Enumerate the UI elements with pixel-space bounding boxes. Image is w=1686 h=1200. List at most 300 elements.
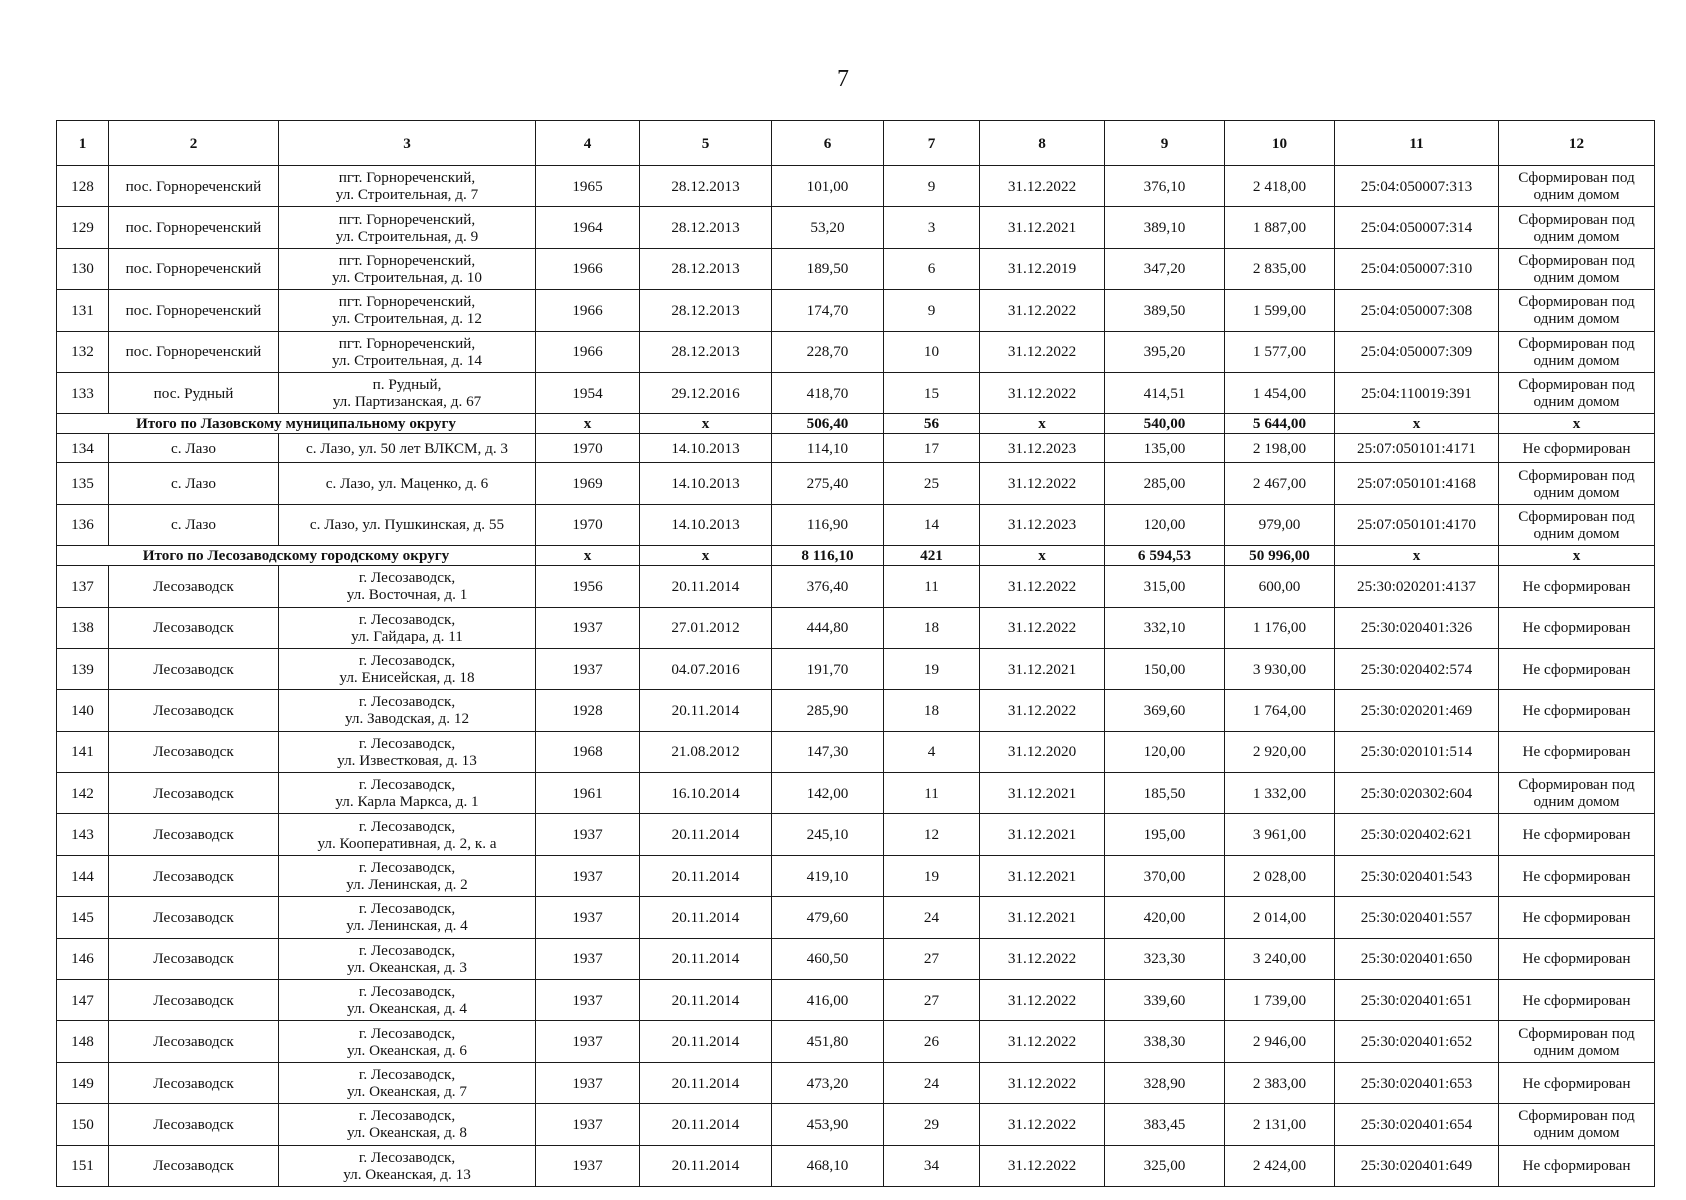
- table-cell: 1937: [536, 938, 640, 979]
- table-cell: 191,70: [772, 648, 884, 689]
- cell-line: г. Лесозаводск,: [358, 1107, 456, 1125]
- table-cell: 31.12.2022: [980, 980, 1105, 1021]
- table-cell: 31.12.2022: [980, 1021, 1105, 1062]
- table-cell: 1 739,00: [1225, 980, 1335, 1021]
- cell-line: одним домом: [1533, 1041, 1620, 1059]
- table-cell: 1 887,00: [1225, 207, 1335, 248]
- table-cell: 395,20: [1105, 331, 1225, 372]
- cell-line: ул. Строительная, д. 14: [331, 351, 482, 369]
- cell-line: ул. Партизанская, д. 67: [332, 393, 482, 411]
- table-cell: 131: [57, 290, 109, 331]
- cell-line: пгт. Горнореченский,: [338, 251, 476, 269]
- table-cell: 245,10: [772, 814, 884, 855]
- header-cell: 5: [640, 121, 772, 166]
- table-cell: 31.12.2020: [980, 731, 1105, 772]
- table-cell: 31.12.2022: [980, 1145, 1105, 1186]
- table-cell: 31.12.2022: [980, 566, 1105, 607]
- table-cell: 1970: [536, 504, 640, 545]
- table-cell: Лесозаводск: [109, 1104, 279, 1145]
- table-cell: [1499, 1104, 1655, 1145]
- table-cell: 389,10: [1105, 207, 1225, 248]
- table-cell: 27: [884, 938, 980, 979]
- table-cell: 20.11.2014: [640, 897, 772, 938]
- table-cell: 26: [884, 1021, 980, 1062]
- cell-line: Сформирован под: [1518, 466, 1635, 484]
- table-cell: 25:30:020402:574: [1335, 648, 1499, 689]
- table-cell: 600,00: [1225, 566, 1335, 607]
- table-cell: [1499, 607, 1655, 648]
- table-cell: 21.08.2012: [640, 731, 772, 772]
- table-cell: 285,90: [772, 690, 884, 731]
- table-cell: 1928: [536, 690, 640, 731]
- table-cell: 29.12.2016: [640, 372, 772, 413]
- table-cell: 132: [57, 331, 109, 372]
- cell-line: пгт. Горнореченский,: [338, 334, 476, 352]
- cell-line: ул. Океанская, д. 13: [343, 1165, 471, 1183]
- cell-line: г. Лесозаводск,: [358, 983, 456, 1001]
- table-cell: 31.12.2022: [980, 372, 1105, 413]
- table-cell: 25:30:020401:652: [1335, 1021, 1499, 1062]
- cell-line: одним домом: [1533, 310, 1620, 328]
- table-cell: 1937: [536, 648, 640, 689]
- table-cell: [1499, 938, 1655, 979]
- table-cell: 31.12.2022: [980, 1104, 1105, 1145]
- cell-line: Не сформирован: [1522, 826, 1631, 844]
- header-cell: 2: [109, 121, 279, 166]
- table-cell: с. Лазо: [109, 463, 279, 504]
- table-cell: 1937: [536, 814, 640, 855]
- table-cell: 25:30:020401:557: [1335, 897, 1499, 938]
- table-cell: 1968: [536, 731, 640, 772]
- table-cell: 56: [884, 414, 980, 434]
- table-cell: 14: [884, 504, 980, 545]
- table-cell: 1965: [536, 166, 640, 207]
- cell-line: Сформирован под: [1518, 210, 1635, 228]
- table-row: [57, 166, 1655, 207]
- table-cell: 135: [57, 463, 109, 504]
- cell-line: Не сформирован: [1522, 1074, 1631, 1092]
- cell-line: ул. Океанская, д. 6: [347, 1041, 467, 1059]
- table-cell: [279, 207, 536, 248]
- cell-line: пгт. Горнореченский,: [338, 210, 476, 228]
- table-cell: 31.12.2021: [980, 855, 1105, 896]
- table-cell: 129: [57, 207, 109, 248]
- cell-line: ул. Гайдара, д. 11: [351, 627, 463, 645]
- table-cell: 11: [884, 773, 980, 814]
- table-cell: 25:04:050007:313: [1335, 166, 1499, 207]
- cell-line: ул. Строительная, д. 12: [331, 310, 482, 328]
- table-cell: х: [1499, 414, 1655, 434]
- cell-line: Сформирован под: [1518, 293, 1635, 311]
- cell-line: ул. Океанская, д. 8: [347, 1124, 467, 1142]
- table-cell: 185,50: [1105, 773, 1225, 814]
- registry-table: [56, 120, 1655, 1187]
- table-cell: 141: [57, 731, 109, 772]
- table-cell: 31.12.2022: [980, 1062, 1105, 1103]
- table-cell: 2 028,00: [1225, 855, 1335, 896]
- table-cell: пос. Рудный: [109, 372, 279, 413]
- table-cell: [279, 897, 536, 938]
- cell-line: г. Лесозаводск,: [358, 734, 456, 752]
- table-row: [57, 434, 1655, 463]
- table-cell: 25:30:020302:604: [1335, 773, 1499, 814]
- table-cell: пос. Горнореченский: [109, 331, 279, 372]
- table-cell: 1966: [536, 290, 640, 331]
- table-cell: 1937: [536, 1104, 640, 1145]
- cell-line: г. Лесозаводск,: [358, 817, 456, 835]
- table-cell: [279, 855, 536, 896]
- table-cell: [1499, 372, 1655, 413]
- table-cell: 420,00: [1105, 897, 1225, 938]
- cell-line: г. Лесозаводск,: [358, 900, 456, 918]
- table-cell: 369,60: [1105, 690, 1225, 731]
- cell-line: одним домом: [1533, 268, 1620, 286]
- table-cell: 140: [57, 690, 109, 731]
- table-cell: 14.10.2013: [640, 434, 772, 463]
- table-cell: 414,51: [1105, 372, 1225, 413]
- table-cell: 1966: [536, 248, 640, 289]
- table-cell: 31.12.2022: [980, 331, 1105, 372]
- table-cell: [279, 980, 536, 1021]
- table-cell: 137: [57, 566, 109, 607]
- table-cell: х: [640, 546, 772, 566]
- table-row: [57, 648, 1655, 689]
- table-cell: 145: [57, 897, 109, 938]
- table-cell: [1499, 773, 1655, 814]
- table-row: [57, 855, 1655, 896]
- table-cell: 151: [57, 1145, 109, 1186]
- table-cell: 146: [57, 938, 109, 979]
- cell-line: Сформирован под: [1518, 1107, 1635, 1125]
- table-cell: [1499, 331, 1655, 372]
- table-cell: пос. Горнореченский: [109, 248, 279, 289]
- table-cell: Лесозаводск: [109, 690, 279, 731]
- table-cell: 15: [884, 372, 980, 413]
- table-row: [57, 1062, 1655, 1103]
- cell-line: ул. Океанская, д. 4: [347, 1000, 467, 1018]
- header-cell: 7: [884, 121, 980, 166]
- table-cell: Лесозаводск: [109, 855, 279, 896]
- table-row: [57, 248, 1655, 289]
- table-cell: [1499, 1062, 1655, 1103]
- table-row: [57, 980, 1655, 1021]
- table-row: [57, 463, 1655, 504]
- table-cell: 31.12.2021: [980, 648, 1105, 689]
- table-cell: 25:30:020401:543: [1335, 855, 1499, 896]
- cell-line: г. Лесозаводск,: [358, 1024, 456, 1042]
- cell-line: с. Лазо, ул. Маценко, д. 6: [325, 475, 489, 493]
- table-cell: 453,90: [772, 1104, 884, 1145]
- table-cell: 328,90: [1105, 1062, 1225, 1103]
- table-cell: 31.12.2022: [980, 290, 1105, 331]
- table-cell: 3 961,00: [1225, 814, 1335, 855]
- table-cell: 25:30:020201:4137: [1335, 566, 1499, 607]
- table-row: [57, 1145, 1655, 1186]
- table-row: [57, 607, 1655, 648]
- cell-line: одним домом: [1533, 186, 1620, 204]
- table-cell: 1961: [536, 773, 640, 814]
- table-cell: 150,00: [1105, 648, 1225, 689]
- table-cell: [279, 566, 536, 607]
- table-cell: 20.11.2014: [640, 566, 772, 607]
- table-cell: 1 176,00: [1225, 607, 1335, 648]
- table-cell: 28.12.2013: [640, 290, 772, 331]
- cell-line: Сформирован под: [1518, 376, 1635, 394]
- table-cell: 2 946,00: [1225, 1021, 1335, 1062]
- header-cell: 12: [1499, 121, 1655, 166]
- table-cell: 31.12.2021: [980, 773, 1105, 814]
- cell-line: г. Лесозаводск,: [358, 776, 456, 794]
- header-cell: 8: [980, 121, 1105, 166]
- table-cell: 24: [884, 897, 980, 938]
- table-cell: 18: [884, 607, 980, 648]
- table-cell: 25: [884, 463, 980, 504]
- table-cell: 479,60: [772, 897, 884, 938]
- cell-line: ул. Енисейская, д. 18: [339, 669, 475, 687]
- table-cell: 285,00: [1105, 463, 1225, 504]
- table-cell: 128: [57, 166, 109, 207]
- cell-line: пгт. Горнореченский,: [338, 169, 476, 187]
- table-cell: 1969: [536, 463, 640, 504]
- cell-line: Не сформирован: [1522, 577, 1631, 595]
- table-cell: х: [536, 546, 640, 566]
- table-cell: [279, 248, 536, 289]
- table-cell: [1499, 1145, 1655, 1186]
- table-cell: 143: [57, 814, 109, 855]
- table-row: [57, 331, 1655, 372]
- table-cell: Лесозаводск: [109, 607, 279, 648]
- table-cell: 1937: [536, 980, 640, 1021]
- table-cell: 31.12.2022: [980, 166, 1105, 207]
- table-cell: 25:04:050007:309: [1335, 331, 1499, 372]
- table-cell: пос. Горнореченский: [109, 290, 279, 331]
- table-cell: [279, 166, 536, 207]
- table-cell: 228,70: [772, 331, 884, 372]
- table-cell: 325,00: [1105, 1145, 1225, 1186]
- table-cell: 1954: [536, 372, 640, 413]
- table-cell: 14.10.2013: [640, 463, 772, 504]
- table-cell: 347,20: [1105, 248, 1225, 289]
- table-cell: [279, 731, 536, 772]
- table-cell: 34: [884, 1145, 980, 1186]
- table-cell: 20.11.2014: [640, 690, 772, 731]
- table-cell: 2 920,00: [1225, 731, 1335, 772]
- table-cell: 9: [884, 290, 980, 331]
- table-cell: 1966: [536, 331, 640, 372]
- table-cell: 338,30: [1105, 1021, 1225, 1062]
- cell-line: ул. Заводская, д. 12: [344, 710, 470, 728]
- table-cell: 25:30:020401:326: [1335, 607, 1499, 648]
- header-cell: 9: [1105, 121, 1225, 166]
- table-cell: 25:30:020402:621: [1335, 814, 1499, 855]
- header-cell: 6: [772, 121, 884, 166]
- table-cell: Лесозаводск: [109, 814, 279, 855]
- table-cell: 189,50: [772, 248, 884, 289]
- cell-line: ул. Ленинская, д. 4: [346, 917, 468, 935]
- table-cell: 130: [57, 248, 109, 289]
- table-cell: [279, 938, 536, 979]
- cell-line: г. Лесозаводск,: [358, 1066, 456, 1083]
- table-cell: 138: [57, 607, 109, 648]
- cell-line: одним домом: [1533, 524, 1620, 542]
- cell-line: одним домом: [1533, 227, 1620, 245]
- table-cell: 25:30:020401:653: [1335, 1062, 1499, 1103]
- table-cell: Лесозаводск: [109, 648, 279, 689]
- table-cell: Лесозаводск: [109, 938, 279, 979]
- table-cell: 28.12.2013: [640, 331, 772, 372]
- table-cell: 31.12.2022: [980, 607, 1105, 648]
- total-row: [57, 546, 1655, 566]
- table-cell: 2 131,00: [1225, 1104, 1335, 1145]
- header-cell: 4: [536, 121, 640, 166]
- table-cell: с. Лазо: [109, 434, 279, 463]
- header-cell: 11: [1335, 121, 1499, 166]
- table-cell: х: [1335, 546, 1499, 566]
- table-cell: [279, 690, 536, 731]
- table-row: [57, 566, 1655, 607]
- table-cell: 31.12.2023: [980, 434, 1105, 463]
- cell-line: Не сформирован: [1522, 867, 1631, 885]
- table-cell: с. Лазо: [109, 504, 279, 545]
- table-cell: 468,10: [772, 1145, 884, 1186]
- cell-line: ул. Океанская, д. 7: [347, 1083, 467, 1100]
- table-cell: 134: [57, 434, 109, 463]
- table-cell: х: [980, 546, 1105, 566]
- table-cell: 451,80: [772, 1021, 884, 1062]
- table-cell: 31.12.2021: [980, 814, 1105, 855]
- table-cell: Лесозаводск: [109, 1021, 279, 1062]
- table-cell: 3: [884, 207, 980, 248]
- table-cell: 135,00: [1105, 434, 1225, 463]
- table-cell: [1499, 980, 1655, 1021]
- cell-line: г. Лесозаводск,: [358, 693, 456, 711]
- table-cell: 416,00: [772, 980, 884, 1021]
- table-cell: [279, 1104, 536, 1145]
- table-cell: 418,70: [772, 372, 884, 413]
- page-number: 7: [837, 66, 849, 92]
- table-cell: 25:07:050101:4168: [1335, 463, 1499, 504]
- table-cell: 3 240,00: [1225, 938, 1335, 979]
- table-cell: 383,45: [1105, 1104, 1225, 1145]
- cell-line: Не сформирован: [1522, 743, 1631, 761]
- table-cell: 339,60: [1105, 980, 1225, 1021]
- cell-line: Сформирован под: [1518, 169, 1635, 187]
- table-cell: 2 467,00: [1225, 463, 1335, 504]
- cell-line: ул. Восточная, д. 1: [346, 586, 468, 604]
- table-cell: 24: [884, 1062, 980, 1103]
- table-cell: 1 332,00: [1225, 773, 1335, 814]
- table-cell: 114,10: [772, 434, 884, 463]
- table-cell: 31.12.2023: [980, 504, 1105, 545]
- cell-line: ул. Строительная, д. 9: [335, 227, 479, 245]
- table-cell: 2 383,00: [1225, 1062, 1335, 1103]
- table-cell: [279, 1145, 536, 1186]
- table-cell: 5 644,00: [1225, 414, 1335, 434]
- cell-line: Не сформирован: [1522, 660, 1631, 678]
- table-cell: [1499, 855, 1655, 896]
- table-cell: 25:04:050007:310: [1335, 248, 1499, 289]
- table-cell: [1499, 504, 1655, 545]
- table-cell: 19: [884, 648, 980, 689]
- table-cell: 25:30:020101:514: [1335, 731, 1499, 772]
- table-row: [57, 1021, 1655, 1062]
- table-cell: 101,00: [772, 166, 884, 207]
- table-cell: 133: [57, 372, 109, 413]
- cell-line: Сформирован под: [1518, 776, 1635, 794]
- table-cell: х: [536, 414, 640, 434]
- table-cell: 376,40: [772, 566, 884, 607]
- table-cell: х: [980, 414, 1105, 434]
- cell-line: п. Рудный,: [372, 376, 442, 394]
- table-cell: 1970: [536, 434, 640, 463]
- table-cell: 12: [884, 814, 980, 855]
- table-cell: 17: [884, 434, 980, 463]
- table-cell: 20.11.2014: [640, 1021, 772, 1062]
- table-row: [57, 207, 1655, 248]
- cell-line: одним домом: [1533, 793, 1620, 811]
- total-label: Итого по Лазовскому муниципальному округу: [57, 414, 536, 434]
- table-cell: 136: [57, 504, 109, 545]
- table-cell: 275,40: [772, 463, 884, 504]
- table-cell: 1937: [536, 855, 640, 896]
- table-cell: [1499, 690, 1655, 731]
- table-cell: 25:04:110019:391: [1335, 372, 1499, 413]
- table-cell: 419,10: [772, 855, 884, 896]
- table-cell: [1499, 814, 1655, 855]
- table-cell: 147: [57, 980, 109, 1021]
- cell-line: Не сформирован: [1522, 950, 1631, 968]
- table-cell: х: [640, 414, 772, 434]
- table-cell: 139: [57, 648, 109, 689]
- table-cell: [279, 463, 536, 504]
- table-cell: 25:07:050101:4170: [1335, 504, 1499, 545]
- table-cell: 1 599,00: [1225, 290, 1335, 331]
- table-cell: 120,00: [1105, 504, 1225, 545]
- table-cell: 14.10.2013: [640, 504, 772, 545]
- table-cell: [1499, 463, 1655, 504]
- table-cell: х: [1335, 414, 1499, 434]
- cell-line: ул. Кооперативная, д. 2, к. а: [317, 834, 497, 852]
- table-cell: 20.11.2014: [640, 938, 772, 979]
- cell-line: г. Лесозаводск,: [358, 1148, 456, 1166]
- table-cell: 28.12.2013: [640, 207, 772, 248]
- cell-line: г. Лесозаводск,: [358, 941, 456, 959]
- cell-line: Сформирован под: [1518, 334, 1635, 352]
- table-cell: Лесозаводск: [109, 566, 279, 607]
- table-cell: 6: [884, 248, 980, 289]
- table-cell: 9: [884, 166, 980, 207]
- table-cell: 315,00: [1105, 566, 1225, 607]
- table-cell: 370,00: [1105, 855, 1225, 896]
- table-cell: 25:30:020401:654: [1335, 1104, 1499, 1145]
- table-cell: [279, 372, 536, 413]
- table-cell: 195,00: [1105, 814, 1225, 855]
- table-cell: 120,00: [1105, 731, 1225, 772]
- cell-line: Сформирован под: [1518, 1024, 1635, 1042]
- table-cell: 332,10: [1105, 607, 1225, 648]
- table-cell: 11: [884, 566, 980, 607]
- cell-line: г. Лесозаводск,: [358, 652, 456, 670]
- table-cell: [279, 648, 536, 689]
- table-cell: 53,20: [772, 207, 884, 248]
- table-cell: 31.12.2022: [980, 690, 1105, 731]
- table-cell: 2 418,00: [1225, 166, 1335, 207]
- cell-line: Не сформирован: [1522, 701, 1631, 719]
- table-cell: 323,30: [1105, 938, 1225, 979]
- table-cell: [1499, 207, 1655, 248]
- table-cell: 20.11.2014: [640, 980, 772, 1021]
- table-cell: 31.12.2022: [980, 938, 1105, 979]
